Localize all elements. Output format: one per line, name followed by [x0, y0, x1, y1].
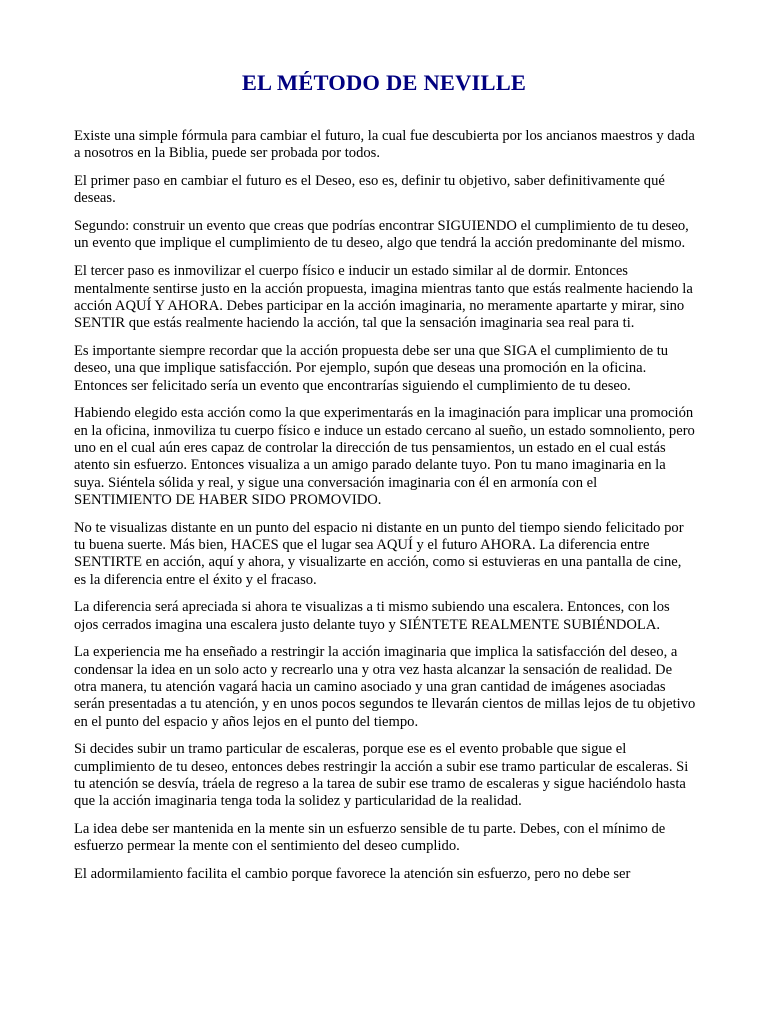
paragraph: Es importante siempre recordar que la acción propuesta debe ser una que SIGA el cumplimiento de tu deseo, una que implique satisfacción. Por ejemplo, supón que deseas una promoción en la oficina. Entonces ser felicitado sería un evento que encontrarías siguiendo el cumplimiento de tu deseo. — [74, 342, 669, 394]
paragraph: El tercer paso es inmovilizar el cuerpo físico e inducir un estado similar al de dormir. Entonces mentalmente sentirse justo en la acción propuesta, imagina mientras tanto que estás realmente haciendo la acción AQUÍ Y AHORA. Debes participar en la acción imaginaria, no meramente apartarte y mirar, sino SENTIR que estás realmente haciendo la acción, tal que la sensación imaginaria sea real para ti. — [74, 263, 693, 332]
document-title: EL MÉTODO DE NEVILLE — [241, 70, 527, 95]
paragraph: La experiencia me ha enseñado a restringir la acción imaginaria que implica la satisfacción del deseo, a condensar la idea en un solo acto y recrearlo una y otra vez hasta alcanzar la sensación de realidad. De otra manera, tu atención vagará hacia un camino asociado y una gran cantidad de imágenes asociadas serán presentadas a tu atención, y en unos pocos segundos te llevarán cientos de millas lejos de tu objetivo en el punto del espacio y años lejos en el punto del tiempo. — [74, 644, 696, 730]
paragraph: Existe una simple fórmula para cambiar el futuro, la cual fue descubierta por los ancianos maestros y dada a nosotros en la Biblia, puede ser probada por todos. — [74, 128, 695, 162]
paragraph: Segundo: construir un evento que creas que podrías encontrar SIGUIENDO el cumplimiento de tu deseo, un evento que implique el cumplimiento de tu deseo, algo que tendrá la acción predominante del mismo. — [74, 218, 689, 252]
paragraph: La diferencia será apreciada si ahora te visualizas a ti mismo subiendo una escalera. Entonces, con los ojos cerrados imagina una escalera justo delante tuyo y SIÉNTETE REALMENTE SUBIÉNDOLA. — [74, 599, 670, 633]
paragraph: Si decides subir un tramo particular de escaleras, porque ese es el evento probable que sigue el cumplimiento de tu deseo, entonces debes restringir la acción a subir ese tramo particular de escaleras. Si tu atención se desvía, tráela de regreso a la tarea de subir ese tramo de escaleras y sigue haciéndolo hasta que la acción imaginaria tenga toda la solidez y particularidad de la realidad. — [74, 741, 689, 810]
paragraph: El primer paso en cambiar el futuro es el Deseo, eso es, definir tu objetivo, saber definitivamente qué deseas. — [74, 173, 665, 207]
paragraph: No te visualizas distante en un punto del espacio ni distante en un punto del tiempo siendo felicitado por tu buena suerte. Más bien, HACES que el lugar sea AQUÍ y el futuro AHORA. La diferencia entre SENTIRTE en acción, aquí y ahora, y visualizarte en acción, como si estuvieras en una pantalla de cine, es la diferencia entre el éxito y el fracaso. — [74, 519, 684, 588]
paragraph: El adormilamiento facilita el cambio porque favorece la atención sin esfuerzo, pero no debe ser — [74, 866, 631, 883]
paragraph: La idea debe ser mantenida en la mente sin un esfuerzo sensible de tu parte. Debes, con el mínimo de esfuerzo permear la mente con el sentimiento del deseo cumplido. — [74, 821, 666, 855]
document-body — [74, 128, 697, 894]
paragraph: Habiendo elegido esta acción como la que experimentarás en la imaginación para implicar una promoción en la oficina, inmoviliza tu cuerpo físico e induce un estado cercano al sueño, un estado somnoliento, pero uno en el cual aún eres capaz de controlar la dirección de tus pensamientos, un estado en el cual estás atento sin esfuerzo. Entonces visualiza a un amigo parado delante tuyo. Pon tu mano imaginaria en la suya. Siéntela sólida y real, y sigue una conversación imaginaria con él en armonía con el SENTIMIENTO DE HABER SIDO PROMOVIDO. — [74, 405, 695, 508]
